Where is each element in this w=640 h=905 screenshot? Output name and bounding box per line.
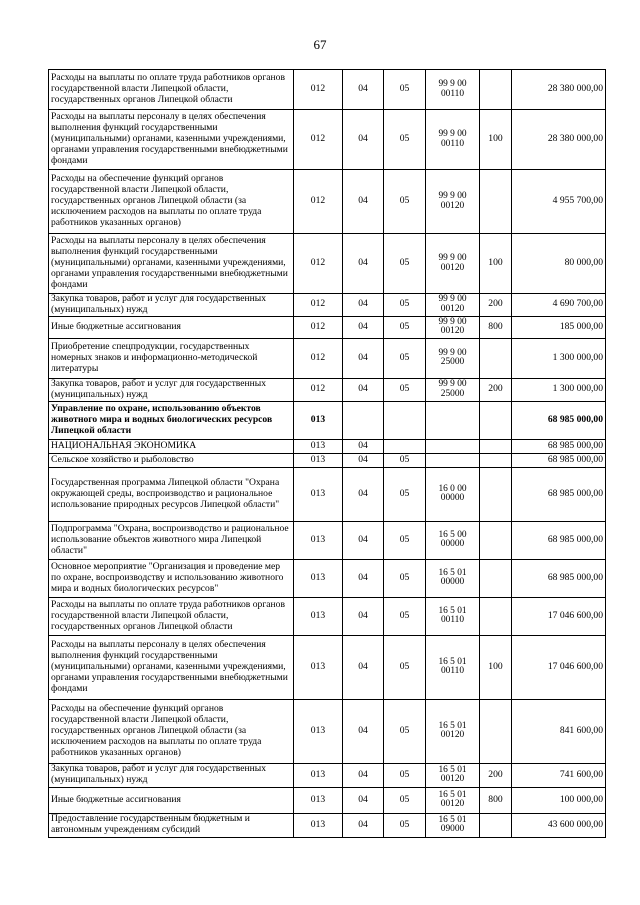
- target-article-cell: 16 5 01 00000: [426, 559, 480, 597]
- expense-type-cell: 100: [480, 110, 512, 170]
- expense-type-cell: 200: [480, 763, 512, 787]
- target-article-cell: 16 5 00 00000: [426, 521, 480, 559]
- amount-cell: 43 600 000,00: [512, 813, 606, 837]
- target-article-cell: 16 5 01 00120: [426, 699, 480, 763]
- subsection-cell: 05: [384, 170, 426, 234]
- table-row: [49, 559, 606, 597]
- subsection-cell: 05: [384, 467, 426, 521]
- subsection-cell: 05: [384, 813, 426, 837]
- amount-cell: 4 690 700,00: [512, 294, 606, 317]
- amount-cell: 68 985 000,00: [512, 467, 606, 521]
- amount-cell: 1 300 000,00: [512, 378, 606, 401]
- amount-cell: 1 300 000,00: [512, 338, 606, 378]
- target-article-cell: 16 5 01 09000: [426, 813, 480, 837]
- expense-name-cell: Управление по охране, использованию объектов животного мира и водных биологических ресурсов Липецкой области: [49, 401, 294, 439]
- amount-cell: 68 985 000,00: [512, 559, 606, 597]
- admin-code-cell: 013: [294, 635, 343, 699]
- subsection-cell: 05: [384, 521, 426, 559]
- section-cell: 04: [343, 294, 384, 317]
- admin-code-cell: 013: [294, 559, 343, 597]
- expense-name-cell: Предоставление государственным бюджетным и автономным учреждениям субсидий: [49, 813, 294, 837]
- subsection-cell: 05: [384, 316, 426, 338]
- expense-type-cell: [480, 170, 512, 234]
- expense-name-cell: Расходы на обеспечение функций органов государственной власти Липецкой области, государственных органов Липецкой области (за исключением расходов на выплаты по оплате труда работников указанных органов): [49, 699, 294, 763]
- target-article-cell: 16 5 01 00120: [426, 787, 480, 813]
- target-article-cell: 99 9 00 00120: [426, 234, 480, 294]
- target-article-cell: 16 5 01 00110: [426, 635, 480, 699]
- table-row: [49, 763, 606, 787]
- target-article-cell: 16 0 00 00000: [426, 467, 480, 521]
- section-cell: 04: [343, 597, 384, 635]
- section-cell: 04: [343, 316, 384, 338]
- admin-code-cell: 012: [294, 70, 343, 110]
- amount-cell: 17 046 600,00: [512, 597, 606, 635]
- table-row: [49, 597, 606, 635]
- target-article-cell: 99 9 00 25000: [426, 378, 480, 401]
- subsection-cell: 05: [384, 597, 426, 635]
- admin-code-cell: 013: [294, 453, 343, 467]
- admin-code-cell: 012: [294, 316, 343, 338]
- expense-type-cell: [480, 453, 512, 467]
- amount-cell: 100 000,00: [512, 787, 606, 813]
- target-article-cell: 16 5 01 00110: [426, 597, 480, 635]
- expense-name-cell: НАЦИОНАЛЬНАЯ ЭКОНОМИКА: [49, 439, 294, 453]
- subsection-cell: 05: [384, 763, 426, 787]
- section-cell: 04: [343, 813, 384, 837]
- expense-type-cell: 200: [480, 294, 512, 317]
- admin-code-cell: 013: [294, 401, 343, 439]
- table-row: [49, 110, 606, 170]
- amount-cell: 80 000,00: [512, 234, 606, 294]
- expense-type-cell: 800: [480, 787, 512, 813]
- expense-name-cell: Приобретение спецпродукции, государственных номерных знаков и информационно-методической литературы: [49, 338, 294, 378]
- subsection-cell: 05: [384, 338, 426, 378]
- section-cell: 04: [343, 635, 384, 699]
- section-cell: 04: [343, 521, 384, 559]
- expense-type-cell: [480, 699, 512, 763]
- table-row: [49, 378, 606, 401]
- expense-name-cell: Закупка товаров, работ и услуг для государственных (муниципальных) нужд: [49, 763, 294, 787]
- expense-name-cell: Иные бюджетные ассигнования: [49, 316, 294, 338]
- expense-type-cell: [480, 521, 512, 559]
- target-article-cell: 99 9 00 00120: [426, 316, 480, 338]
- table-row: [49, 294, 606, 317]
- subsection-cell: [384, 439, 426, 453]
- expense-name-cell: Расходы на выплаты персоналу в целях обеспечения выполнения функций государственными (муниципальными) органами, казенными учреждениями, органами управления государственными внебюджетными фондами: [49, 110, 294, 170]
- amount-cell: 28 380 000,00: [512, 70, 606, 110]
- table-row: [49, 439, 606, 453]
- admin-code-cell: 012: [294, 110, 343, 170]
- subsection-cell: 05: [384, 699, 426, 763]
- section-cell: 04: [343, 234, 384, 294]
- section-cell: 04: [343, 170, 384, 234]
- table-row: [49, 467, 606, 521]
- amount-cell: 68 985 000,00: [512, 401, 606, 439]
- expense-type-cell: [480, 70, 512, 110]
- subsection-cell: 05: [384, 559, 426, 597]
- expense-type-cell: [480, 467, 512, 521]
- admin-code-cell: 012: [294, 294, 343, 317]
- section-cell: 04: [343, 439, 384, 453]
- table-row: [49, 635, 606, 699]
- amount-cell: 741 600,00: [512, 763, 606, 787]
- table-row: [49, 813, 606, 837]
- expense-name-cell: Подпрограмма "Охрана, воспроизводство и рациональное использование объектов животного мира Липецкой области": [49, 521, 294, 559]
- subsection-cell: 05: [384, 294, 426, 317]
- subsection-cell: [384, 401, 426, 439]
- expense-name-cell: Иные бюджетные ассигнования: [49, 787, 294, 813]
- admin-code-cell: 012: [294, 234, 343, 294]
- expense-type-cell: 800: [480, 316, 512, 338]
- admin-code-cell: 012: [294, 338, 343, 378]
- expense-name-cell: Расходы на выплаты персоналу в целях обеспечения выполнения функций государственными (муниципальными) органами, казенными учреждениями, органами управления государственными внебюджетными фондами: [49, 234, 294, 294]
- section-cell: 04: [343, 378, 384, 401]
- admin-code-cell: 013: [294, 763, 343, 787]
- section-cell: 04: [343, 787, 384, 813]
- target-article-cell: 99 9 00 00120: [426, 294, 480, 317]
- admin-code-cell: 013: [294, 439, 343, 453]
- subsection-cell: 05: [384, 110, 426, 170]
- target-article-cell: 16 5 01 00120: [426, 763, 480, 787]
- section-cell: 04: [343, 110, 384, 170]
- table-body: [49, 70, 606, 838]
- table-row: [49, 401, 606, 439]
- expense-type-cell: [480, 597, 512, 635]
- target-article-cell: [426, 453, 480, 467]
- expense-type-cell: [480, 559, 512, 597]
- section-cell: 04: [343, 453, 384, 467]
- table-row: [49, 316, 606, 338]
- section-cell: 04: [343, 699, 384, 763]
- amount-cell: 28 380 000,00: [512, 110, 606, 170]
- section-cell: 04: [343, 467, 384, 521]
- target-article-cell: 99 9 00 00110: [426, 110, 480, 170]
- expense-type-cell: 200: [480, 378, 512, 401]
- amount-cell: 185 000,00: [512, 316, 606, 338]
- admin-code-cell: 012: [294, 170, 343, 234]
- expense-type-cell: 100: [480, 635, 512, 699]
- target-article-cell: [426, 439, 480, 453]
- table-row: [49, 521, 606, 559]
- expense-type-cell: [480, 813, 512, 837]
- table-row: [49, 234, 606, 294]
- admin-code-cell: 013: [294, 467, 343, 521]
- section-cell: [343, 401, 384, 439]
- section-cell: 04: [343, 559, 384, 597]
- section-cell: 04: [343, 338, 384, 378]
- subsection-cell: 05: [384, 234, 426, 294]
- admin-code-cell: 012: [294, 378, 343, 401]
- admin-code-cell: 013: [294, 699, 343, 763]
- subsection-cell: 05: [384, 453, 426, 467]
- expense-name-cell: Расходы на обеспечение функций органов государственной власти Липецкой области, государственных органов Липецкой области (за исключением расходов на выплаты по оплате труда работников указанных органов): [49, 170, 294, 234]
- expense-name-cell: Сельское хозяйство и рыболовство: [49, 453, 294, 467]
- expense-name-cell: Закупка товаров, работ и услуг для государственных (муниципальных) нужд: [49, 294, 294, 317]
- amount-cell: 68 985 000,00: [512, 439, 606, 453]
- expense-type-cell: 100: [480, 234, 512, 294]
- amount-cell: 841 600,00: [512, 699, 606, 763]
- expense-type-cell: [480, 338, 512, 378]
- target-article-cell: 99 9 00 25000: [426, 338, 480, 378]
- expense-name-cell: Расходы на выплаты персоналу в целях обеспечения выполнения функций государственными (муниципальными) органами, казенными учреждениями, органами управления государственными внебюджетными фондами: [49, 635, 294, 699]
- target-article-cell: 99 9 00 00110: [426, 70, 480, 110]
- amount-cell: 68 985 000,00: [512, 521, 606, 559]
- amount-cell: 68 985 000,00: [512, 453, 606, 467]
- table-row: [49, 787, 606, 813]
- budget-table: [48, 69, 606, 838]
- admin-code-cell: 013: [294, 597, 343, 635]
- table-row: [49, 70, 606, 110]
- expense-name-cell: Основное мероприятие "Организация и проведение мер по охране, воспроизводству и использованию животного мира и водных биологических ресурсов": [49, 559, 294, 597]
- expense-name-cell: Государственная программа Липецкой области "Охрана окружающей среды, воспроизводство и рациональное использование природных ресурсов Липецкой области": [49, 467, 294, 521]
- expense-name-cell: Расходы на выплаты по оплате труда работников органов государственной власти Липецкой области, государственных органов Липецкой области: [49, 597, 294, 635]
- admin-code-cell: 013: [294, 787, 343, 813]
- section-cell: 04: [343, 70, 384, 110]
- subsection-cell: 05: [384, 70, 426, 110]
- subsection-cell: 05: [384, 635, 426, 699]
- admin-code-cell: 013: [294, 521, 343, 559]
- target-article-cell: 99 9 00 00120: [426, 170, 480, 234]
- subsection-cell: 05: [384, 787, 426, 813]
- expense-name-cell: Расходы на выплаты по оплате труда работников органов государственной власти Липецкой области, государственных органов Липецкой области: [49, 70, 294, 110]
- expense-type-cell: [480, 401, 512, 439]
- amount-cell: 4 955 700,00: [512, 170, 606, 234]
- page-number: 67: [313, 37, 327, 52]
- expense-type-cell: [480, 439, 512, 453]
- section-cell: 04: [343, 763, 384, 787]
- table-row: [49, 338, 606, 378]
- target-article-cell: [426, 401, 480, 439]
- admin-code-cell: 013: [294, 813, 343, 837]
- amount-cell: 17 046 600,00: [512, 635, 606, 699]
- table-row: [49, 699, 606, 763]
- table-row: [49, 170, 606, 234]
- expense-name-cell: Закупка товаров, работ и услуг для государственных (муниципальных) нужд: [49, 378, 294, 401]
- subsection-cell: 05: [384, 378, 426, 401]
- table-row: [49, 453, 606, 467]
